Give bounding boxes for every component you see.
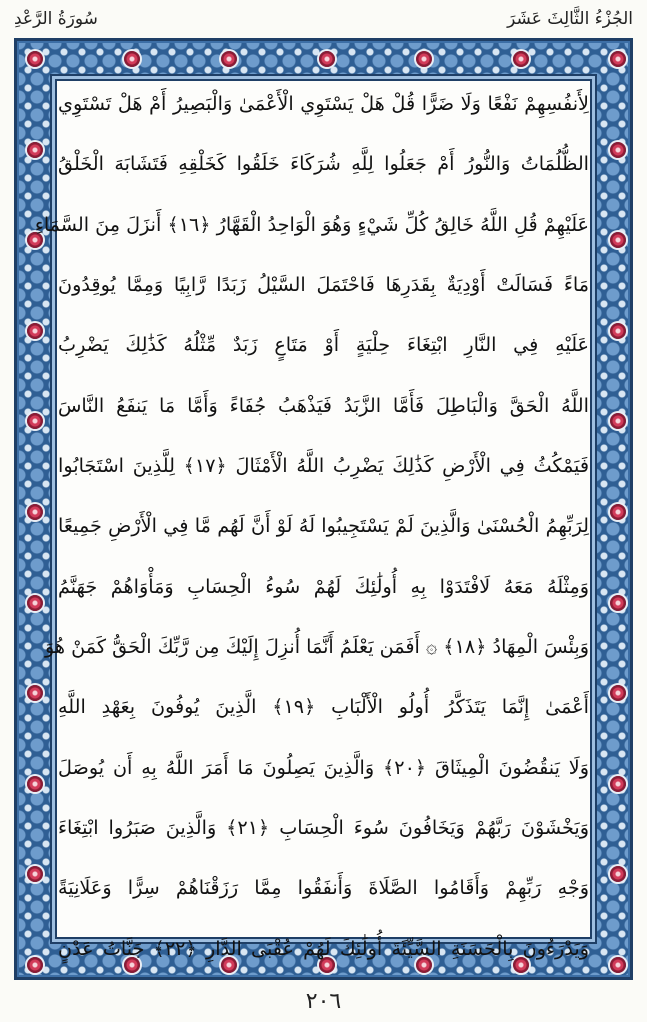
rosette-ornament bbox=[610, 595, 626, 611]
rosette-ornament bbox=[610, 957, 626, 973]
text-line: لِأَنفُسِهِمْ نَفْعًا وَلَا ضَرًّا قُلْ هَلْ يَسْتَوِي الْأَعْمَىٰ وَالْبَصِيرُ أَمْ هَلْ تَسْتَوِي bbox=[58, 92, 589, 115]
surah-title: سُورَةُ الرَّعْدِ bbox=[14, 9, 98, 29]
rosette-ornament bbox=[27, 51, 43, 67]
page-header bbox=[14, 4, 633, 34]
rosette-ornament bbox=[319, 51, 335, 67]
rosette-ornament bbox=[610, 323, 626, 339]
rosette-ornament bbox=[27, 142, 43, 158]
text-line: لِرَبِّهِمُ الْحُسْنَىٰ وَالَّذِينَ لَمْ يَسْتَجِيبُوا لَهُ لَوْ أَنَّ لَهُم مَّا فِي الْأَرْضِ جَمِيعًا bbox=[58, 514, 589, 538]
text-line: اللَّهُ الْحَقَّ وَالْبَاطِلَ فَأَمَّا الزَّبَدُ فَيَذْهَبُ جُفَاءً وَأَمَّا مَا يَنفَعُ النَّاسَ bbox=[58, 393, 589, 417]
text-line: الظُّلُمَاتُ وَالنُّورُ أَمْ جَعَلُوا لِلَّهِ شُرَكَاءَ خَلَقُوا كَخَلْقِهِ فَتَشَابَهَ الْخَلْقُ bbox=[58, 152, 589, 176]
rosette-ornament bbox=[513, 51, 529, 67]
rosette-ornament bbox=[610, 776, 626, 792]
text-line: وَجْهِ رَبِّهِمْ وَأَقَامُوا الصَّلَاةَ وَأَنفَقُوا مِمَّا رَزَقْنَاهُمْ سِرًّا وَعَلَانِيَةً bbox=[58, 876, 589, 900]
rosette-ornament bbox=[27, 957, 43, 973]
rosette-ornament bbox=[610, 142, 626, 158]
rosette-ornament bbox=[27, 323, 43, 339]
rosette-ornament bbox=[416, 51, 432, 67]
text-line: وَلَا يَنقُضُونَ الْمِيثَاقَ ﴿٢٠﴾ وَالَّذِينَ يَصِلُونَ مَا أَمَرَ اللَّهُ بِهِ أَن يُوصَلَ bbox=[58, 755, 590, 779]
text-line: عَلَيْهِ فِي النَّارِ ابْتِغَاءَ حِلْيَةٍ أَوْ مَتَاعٍ زَبَدٌ مِّثْلُهُ كَذَٰلِكَ يَضْرِبُ bbox=[58, 333, 589, 357]
text-line: وَبِئْسَ الْمِهَادُ ﴿١٨﴾ ۞ أَفَمَن يَعْلَمُ أَنَّمَا أُنزِلَ إِلَيْكَ مِن رَّبِّكَ الْحَقُّ كَمَنْ هُوَ bbox=[45, 635, 589, 659]
text-line: وَمِثْلَهُ مَعَهُ لَافْتَدَوْا بِهِ أُولَٰئِكَ لَهُمْ سُوءُ الْحِسَابِ وَمَأْوَاهُمْ جَهَنَّمُ bbox=[58, 574, 589, 598]
juz-title: الجُزْءُ الثَّالِثَ عَشَرَ bbox=[507, 9, 633, 29]
rosette-ornament bbox=[610, 51, 626, 67]
rosette-ornament bbox=[27, 504, 43, 520]
text-line: وَيَدْرَءُونَ بِالْحَسَنَةِ السَّيِّئَةَ أُولَٰئِكَ لَهُمْ عُقْبَى الدَّارِ ﴿٢٢﴾ جَنَّاتُ عَدْنٍ bbox=[58, 936, 589, 960]
quran-text bbox=[34, 92, 590, 960]
text-line: فَيَمْكُثُ فِي الْأَرْضِ كَذَٰلِكَ يَضْرِبُ اللَّهُ الْأَمْثَالَ ﴿١٧﴾ لِلَّذِينَ اسْتَجَابُوا bbox=[58, 454, 590, 478]
text-line: أَعْمَىٰ إِنَّمَا يَتَذَكَّرُ أُولُو الْأَلْبَابِ ﴿١٩﴾ الَّذِينَ يُوفُونَ بِعَهْدِ اللَّهِ bbox=[58, 695, 589, 719]
rosette-ornament bbox=[27, 595, 43, 611]
text-line: مَاءً فَسَالَتْ أَوْدِيَةٌ بِقَدَرِهَا فَاحْتَمَلَ السَّيْلُ زَبَدًا رَّابِيًا وَمِمَّا يُوقِدُونَ bbox=[58, 273, 589, 297]
rosette-ornament bbox=[610, 504, 626, 520]
page-number: ٢٠٦ bbox=[305, 989, 342, 1014]
rosette-ornament bbox=[27, 776, 43, 792]
text-line: عَلَيْهِمْ قُلِ اللَّهُ خَالِقُ كُلِّ شَيْءٍ وَهُوَ الْوَاحِدُ الْقَهَّارُ ﴿١٦﴾ أَنزَلَ مِنَ السَّمَاءِ bbox=[34, 212, 589, 236]
text-line: وَيَخْشَوْنَ رَبَّهُمْ وَيَخَافُونَ سُوءَ الْحِسَابِ ﴿٢١﴾ وَالَّذِينَ صَبَرُوا ابْتِغَاءَ bbox=[58, 816, 589, 840]
